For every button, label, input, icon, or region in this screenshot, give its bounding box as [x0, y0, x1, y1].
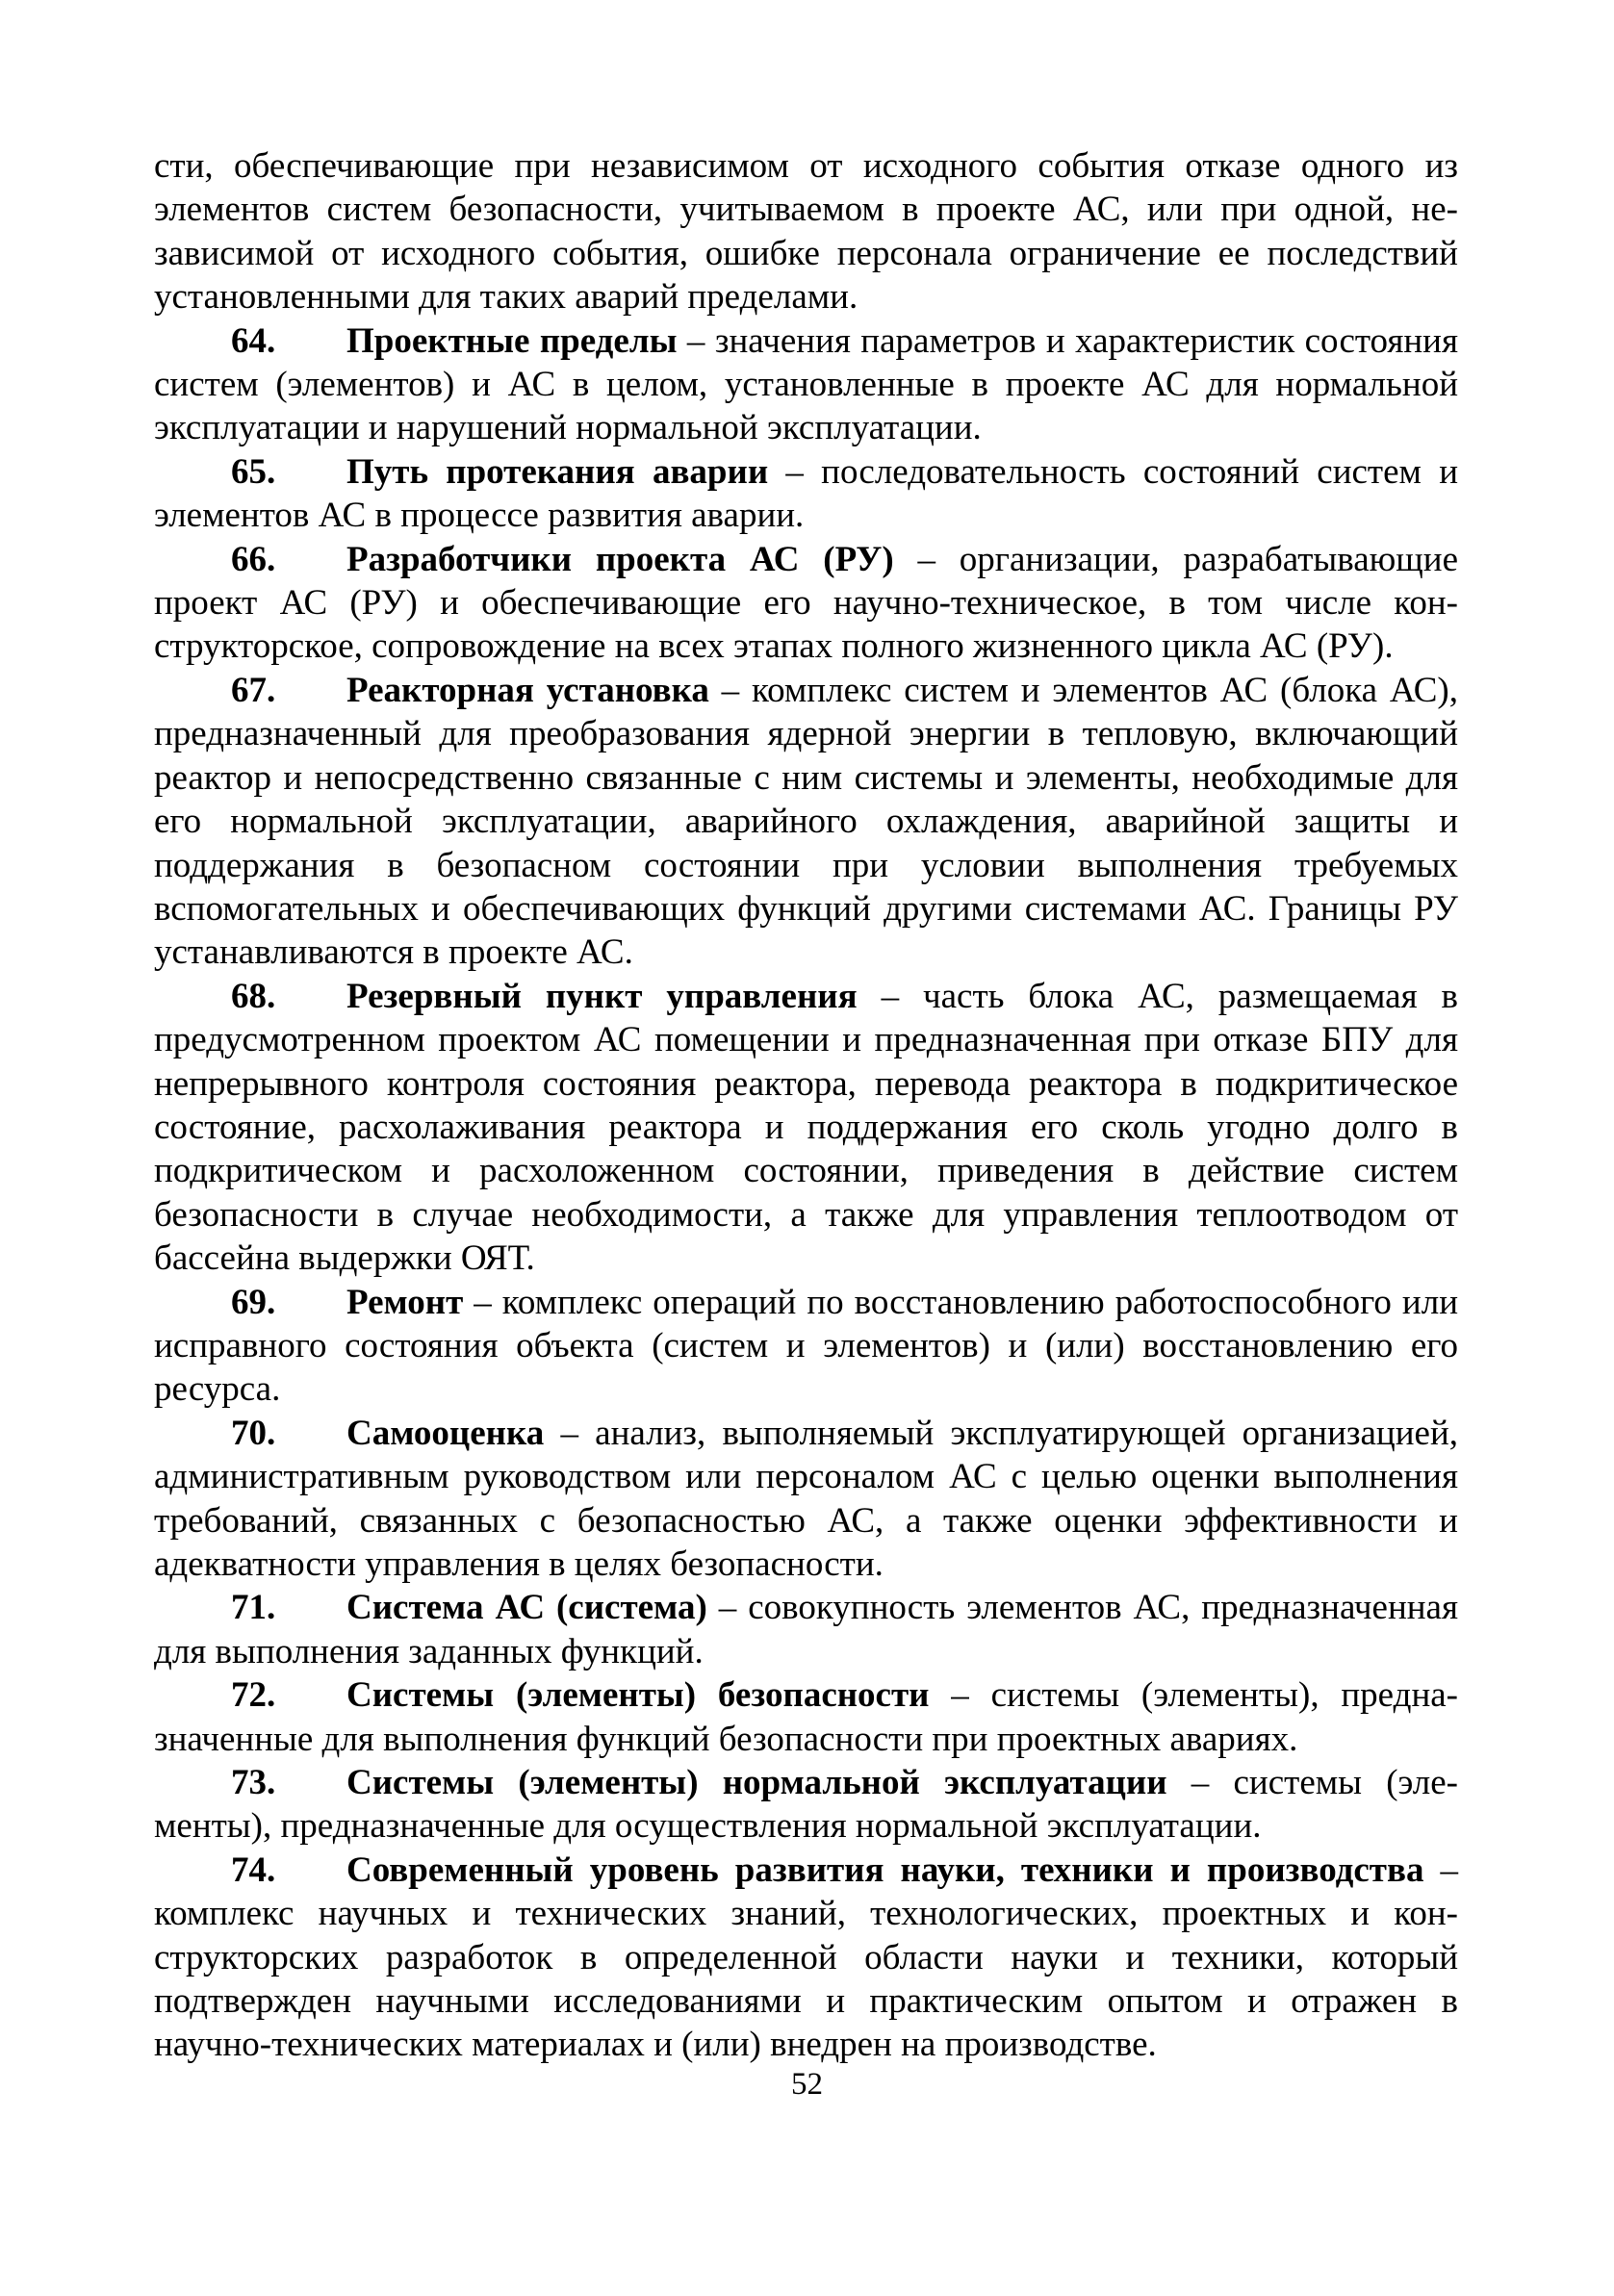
item-term: Современный уровень развития науки, техники и производства	[346, 1850, 1424, 1890]
definition-item-67	[154, 669, 1458, 975]
item-term: Ремонт	[346, 1282, 464, 1322]
item-term: Системы (элементы) безопасности	[346, 1675, 930, 1716]
item-term: Система АС (система)	[346, 1588, 707, 1628]
item-number: 72.	[231, 1675, 276, 1716]
continuation-paragraph: сти, обеспечивающие при независимом от исходного события отказе одного из элементов систем безопасности, учитываемом в проекте АС, или при одной, независимой от исходного события, ошибке персонала ограничение ее последствий установленными для таких аварий пределами.	[154, 146, 1458, 318]
item-term: Резервный пункт управления	[346, 976, 858, 1016]
item-number: 65.	[231, 451, 276, 492]
item-definition: – совокупность элементов АС, предназначенная для выполнения заданных функций.	[154, 1588, 1458, 1671]
definition-item-64	[154, 319, 1458, 450]
item-definition: – системы (элементы), предназначенные для выполнения функций безопасности при проектных авариях.	[154, 1675, 1458, 1759]
definition-item-72	[154, 1673, 1458, 1761]
item-term: Реакторная установка	[346, 670, 709, 710]
definition-item-65	[154, 450, 1458, 538]
item-definition: – часть блока АС, размещаемая в предусмотренном проектом АС помещении и предназначенная при отказе БПУ для непрерывного контроля состояния реактора, перевода реактора в подкритическое состояние, расхолаживания реактора и поддержания его сколь угодно долго в подкритическом и расхоложенном состоянии, приведения в действие систем безопасности в случае необходимости, а также для управления теплоотводом от бассейна выдержки ОЯТ.	[154, 976, 1458, 1279]
page-number: 52	[791, 2067, 823, 2102]
item-definition: – значения параметров и характеристик состояния систем (элементов) и АС в целом, установленные в проекте АС для нормальной эксплуатации и нарушений нормальной эксплуатации.	[154, 320, 1458, 448]
item-definition: – системы (элементы), предназначенные для осуществления нормальной эксплуатации.	[154, 1763, 1458, 1847]
item-number: 66.	[231, 539, 276, 579]
item-definition: – комплекс научных и технических знаний, технологических, проектных и конструкторских разработок в определенной области науки и техники, который подтвержден научными исследованиями и практическим опытом и отражен в научно-технических материалах и (или) внедрен на производстве.	[154, 1850, 1459, 2065]
item-number: 67.	[231, 670, 276, 710]
item-number: 69.	[231, 1282, 276, 1322]
item-number: 64.	[231, 320, 276, 361]
item-definition: – организации, разрабатывающие проект АС (РУ) и обеспечивающие его научно-техническое, в том числе конструкторское, сопровождение на всех этапах полного жизненного цикла АС (РУ).	[154, 539, 1458, 667]
item-number: 68.	[231, 976, 276, 1016]
item-definition: – комплекс операций по восстановлению работоспособного или исправного состояния объекта (систем и элементов) и (или) восстановлению его ресурса.	[154, 1282, 1458, 1410]
item-term: Разработчики проекта АС (РУ)	[346, 539, 894, 579]
item-number: 73.	[231, 1763, 276, 1803]
item-term: Проектные пределы	[346, 320, 678, 361]
definition-item-74	[154, 1849, 1458, 2067]
definition-item-73	[154, 1761, 1458, 1849]
item-term: Путь протекания аварии	[346, 451, 769, 492]
item-number: 74.	[231, 1850, 276, 1890]
definition-item-66	[154, 538, 1458, 669]
item-term: Системы (элементы) нормальной эксплуатации	[346, 1763, 1167, 1803]
definition-item-69	[154, 1281, 1458, 1412]
definition-item-70	[154, 1412, 1458, 1587]
item-number: 71.	[231, 1588, 276, 1628]
item-term: Самооценка	[346, 1413, 545, 1453]
definition-item-71	[154, 1586, 1458, 1673]
definition-item-68	[154, 975, 1458, 1281]
item-definition: – анализ, выполняемый эксплуатирующей организацией, административным руководством или персоналом АС с целью оценки выполнения требований, связанных с безопасностью АС, а также оценки эффективности и адекватности управления в целях безопасности.	[154, 1413, 1458, 1584]
document-body	[154, 144, 1458, 2067]
item-definition: – последовательность состояний систем и элементов АС в процессе развития аварии.	[154, 451, 1458, 536]
item-definition: – комплекс систем и элементов АС (блока АС), предназначенный для преобразования ядерной энергии в тепловую, включающий реактор и непосредственно связанные с ним системы и элементы, необходимые для его нормальной эксплуатации, аварийного охлаждения, аварийной защиты и поддержания в безопасном состоянии при условии выполнения требуемых вспомогательных и обеспечивающих функций другими системами АС. Границы РУ устанавливаются в проекте АС.	[154, 670, 1458, 973]
item-number: 70.	[231, 1413, 276, 1453]
